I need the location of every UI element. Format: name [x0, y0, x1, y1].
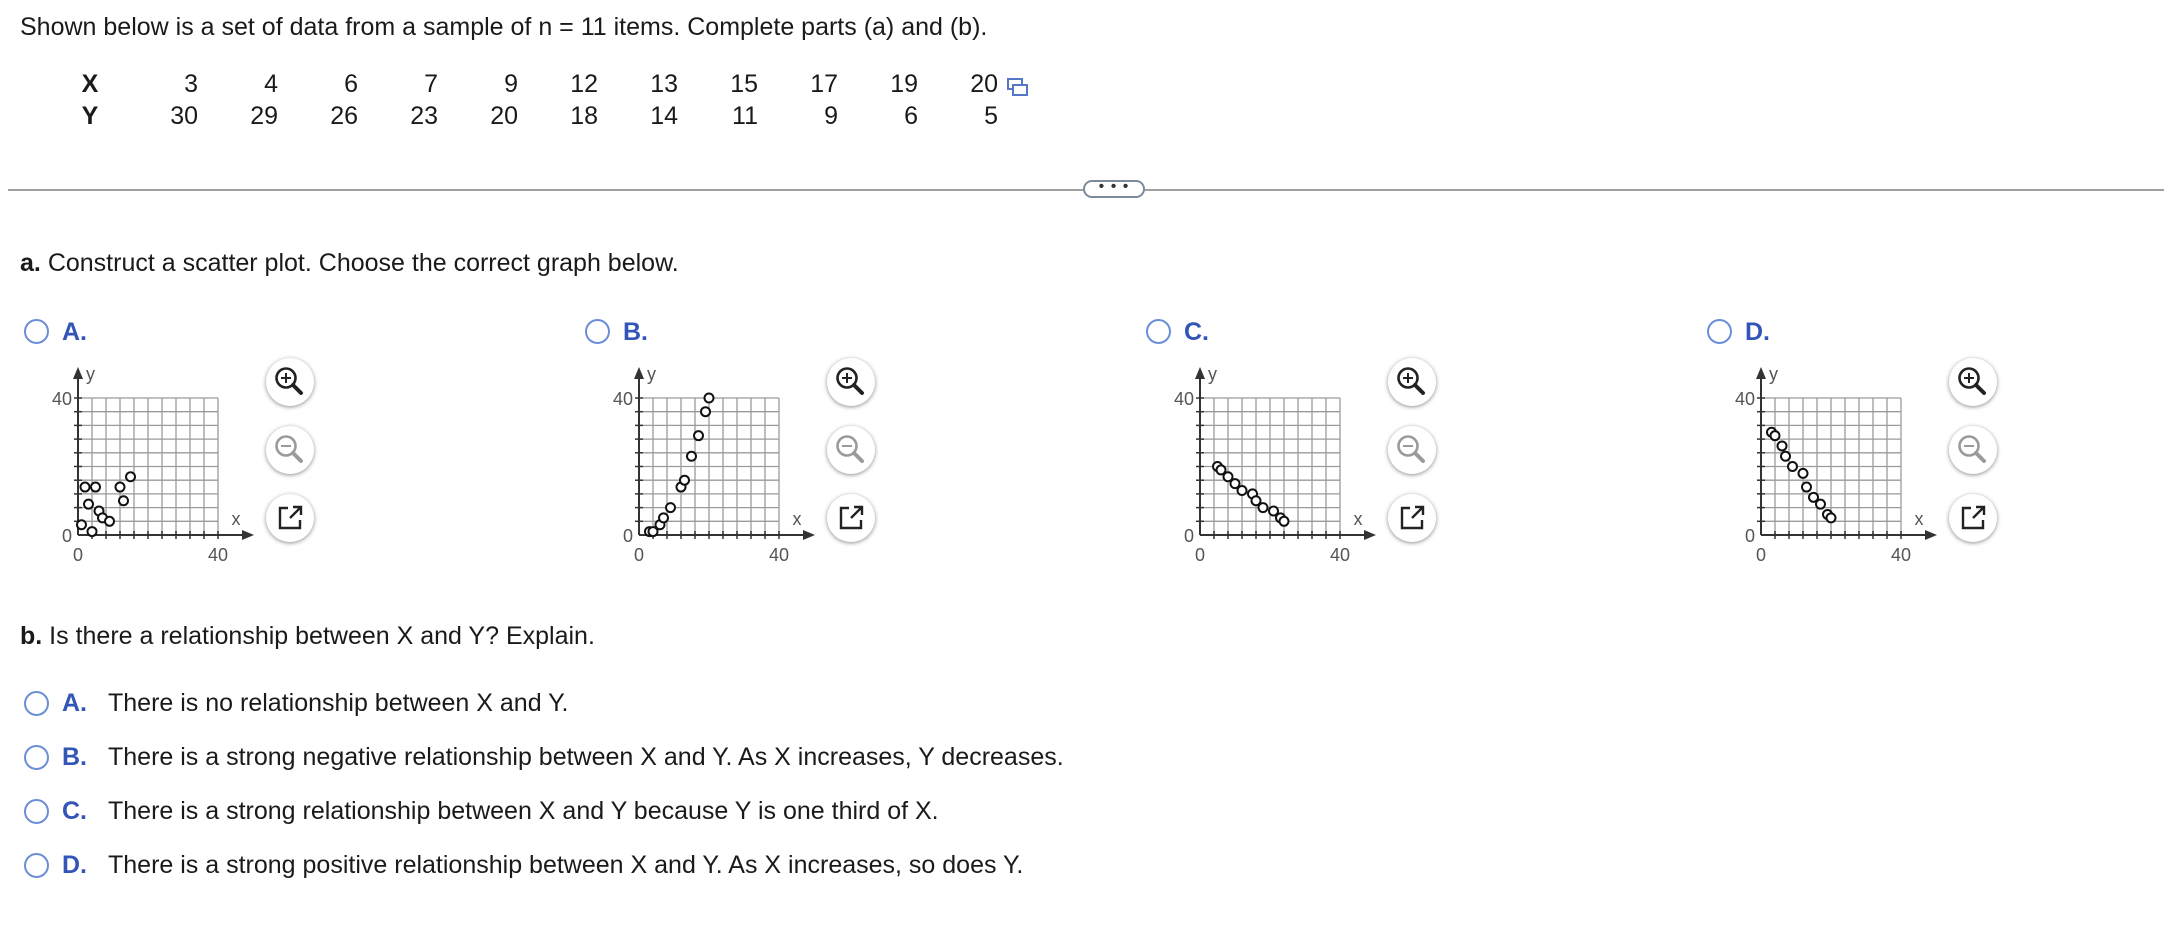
x-axis-arrow: [1925, 530, 1937, 540]
data-point: [84, 500, 93, 509]
zoom-in-button-d[interactable]: [1949, 358, 1997, 406]
answer-option-a-radio[interactable]: [24, 691, 49, 716]
zoom-out-button-c[interactable]: [1388, 426, 1436, 474]
graph-option-a-letter: A.: [62, 318, 87, 346]
x-axis-arrow: [803, 530, 815, 540]
y-tick-label: 40: [612, 389, 633, 409]
popout-arrow: [1412, 507, 1423, 518]
y-cell: 26: [330, 101, 358, 130]
y-axis-label: y: [1769, 364, 1778, 384]
y-axis-label: y: [86, 364, 95, 384]
x-tick-label: 0: [72, 545, 84, 565]
magnifier-handle: [854, 453, 862, 461]
x-cell: 19: [890, 69, 918, 98]
answer-option-c-text[interactable]: There is a strong relationship between X and Y because Y is one third of X.: [108, 797, 939, 825]
answer-option-d-text[interactable]: There is a strong positive relationship between X and Y. As X increases, so does Y.: [108, 851, 1024, 879]
part-b-text: Is there a relationship between X and Y? Explain.: [49, 622, 595, 650]
x-tick-label: 0: [1194, 545, 1206, 565]
data-point: [119, 496, 128, 505]
zoom-out-button-b[interactable]: [827, 426, 875, 474]
x-tick-label: 40: [768, 545, 790, 565]
answer-option-d-letter: D.: [62, 851, 87, 879]
data-point: [705, 394, 714, 403]
part-b-prompt: [20, 622, 595, 651]
graph-option-d-letter: D.: [1745, 318, 1770, 346]
x-tick-label: 0: [1755, 545, 1767, 565]
data-point: [126, 472, 135, 481]
scatter-plot-c: [1158, 360, 1378, 570]
data-point: [680, 476, 689, 485]
answer-option-b-letter: B.: [62, 743, 87, 771]
y-cell: 9: [824, 101, 838, 130]
y-axis-label: y: [1208, 364, 1217, 384]
data-point: [1280, 517, 1289, 526]
zoom-in-button-c[interactable]: [1388, 358, 1436, 406]
table-row-y: [64, 100, 998, 132]
y-tick-label: 0: [622, 526, 633, 546]
scatter-plot-d: [1719, 360, 1939, 570]
intro-text: Shown below is a set of data from a sample of n = 11 items. Complete parts (a) and (b).: [20, 13, 988, 41]
copy-data-icon[interactable]: [1006, 76, 1028, 98]
data-point: [1802, 483, 1811, 492]
y-cell: 23: [410, 101, 438, 130]
part-a-label: a.: [20, 249, 41, 277]
data-point: [1799, 469, 1808, 478]
answer-option-b-radio[interactable]: [24, 745, 49, 770]
y-header: Y: [81, 101, 99, 130]
magnifier-handle: [293, 385, 301, 393]
y-cell: 14: [650, 101, 678, 130]
answer-option-d-radio[interactable]: [24, 853, 49, 878]
x-axis-arrow: [1364, 530, 1376, 540]
scatter-plot-b: [597, 360, 817, 570]
y-tick-label: 40: [1173, 389, 1194, 409]
graph-option-b-letter: B.: [623, 318, 648, 346]
x-cell: 7: [424, 69, 438, 98]
data-point: [116, 483, 125, 492]
x-tick-label: 40: [207, 545, 229, 565]
graph-option-d-radio[interactable]: [1707, 319, 1732, 344]
x-axis-arrow: [242, 530, 254, 540]
answer-option-a-text[interactable]: There is no relationship between X and Y.: [108, 689, 569, 717]
answer-option-c-radio[interactable]: [24, 799, 49, 824]
y-cell: 5: [984, 101, 998, 130]
magnifier-handle: [1976, 385, 1984, 393]
magnifier-handle: [1415, 385, 1423, 393]
x-axis-label: x: [231, 509, 241, 529]
data-point: [1788, 462, 1797, 471]
data-point: [694, 431, 703, 440]
popout-button-d[interactable]: [1949, 494, 1997, 542]
data-point: [88, 527, 97, 536]
graph-option-c-letter: C.: [1184, 318, 1209, 346]
x-tick-label: 40: [1329, 545, 1351, 565]
x-cell: 6: [344, 69, 358, 98]
zoom-in-button-a[interactable]: [266, 358, 314, 406]
graph-option-a-radio[interactable]: [24, 319, 49, 344]
scatter-plot-a: [36, 360, 256, 570]
graph-option-b-radio[interactable]: [585, 319, 610, 344]
x-axis-label: x: [792, 509, 802, 529]
more-button[interactable]: • • •: [1083, 180, 1145, 198]
x-cell: 4: [264, 69, 278, 98]
x-cell: 15: [730, 69, 758, 98]
data-point: [1778, 441, 1787, 450]
y-cell: 29: [250, 101, 278, 130]
x-tick-label: 0: [633, 545, 645, 565]
popout-arrow: [1973, 507, 1984, 518]
y-axis-arrow: [1756, 367, 1766, 379]
x-cell: 12: [570, 69, 598, 98]
x-cell: 9: [504, 69, 518, 98]
x-tick-label: 40: [1890, 545, 1912, 565]
data-point: [1827, 513, 1836, 522]
part-a-text: Construct a scatter plot. Choose the correct graph below.: [47, 249, 679, 277]
data-point: [687, 452, 696, 461]
data-point: [1781, 452, 1790, 461]
part-a-prompt: [20, 249, 679, 278]
magnifier-handle: [854, 385, 862, 393]
zoom-in-button-b[interactable]: [827, 358, 875, 406]
data-point: [1771, 431, 1780, 440]
magnifier-handle: [293, 453, 301, 461]
data-point: [77, 520, 86, 529]
x-cell: 20: [970, 69, 998, 98]
data-point: [91, 483, 100, 492]
y-tick-label: 40: [1734, 389, 1755, 409]
data-point: [659, 513, 668, 522]
zoom-out-button-d[interactable]: [1949, 426, 1997, 474]
answer-option-a-letter: A.: [62, 689, 87, 717]
y-axis-arrow: [1195, 367, 1205, 379]
popout-button-c[interactable]: [1388, 494, 1436, 542]
x-cell: 3: [184, 69, 198, 98]
x-header: X: [81, 69, 99, 98]
table-row-x: [64, 68, 998, 100]
data-point: [701, 407, 710, 416]
part-b-label: b.: [20, 622, 43, 650]
magnifier-handle: [1976, 453, 1984, 461]
y-cell: 11: [732, 101, 758, 130]
y-cell: 30: [170, 101, 198, 130]
data-point: [105, 517, 114, 526]
y-axis-arrow: [634, 367, 644, 379]
y-tick-label: 0: [1744, 526, 1755, 546]
popout-button-b[interactable]: [827, 494, 875, 542]
data-point: [81, 483, 90, 492]
answer-option-c-letter: C.: [62, 797, 87, 825]
y-cell: 20: [490, 101, 518, 130]
y-tick-label: 0: [1183, 526, 1194, 546]
popout-button-a[interactable]: [266, 494, 314, 542]
x-axis-label: x: [1353, 509, 1363, 529]
data-point: [1816, 500, 1825, 509]
answer-option-b-text[interactable]: There is a strong negative relationship between X and Y. As X increases, Y decreases.: [108, 743, 1064, 771]
zoom-out-button-a[interactable]: [266, 426, 314, 474]
x-axis-label: x: [1914, 509, 1924, 529]
x-cell: 17: [810, 69, 838, 98]
y-tick-label: 0: [61, 526, 72, 546]
magnifier-handle: [1415, 453, 1423, 461]
data-point: [1238, 486, 1247, 495]
y-axis-arrow: [73, 367, 83, 379]
x-cell: 13: [650, 69, 678, 98]
y-axis-label: y: [647, 364, 656, 384]
data-point: [1259, 503, 1268, 512]
y-cell: 18: [570, 101, 598, 130]
popout-arrow: [290, 507, 301, 518]
y-cell: 6: [904, 101, 918, 130]
graph-option-c-radio[interactable]: [1146, 319, 1171, 344]
popout-arrow: [851, 507, 862, 518]
y-tick-label: 40: [51, 389, 72, 409]
data-point: [666, 503, 675, 512]
data-table: [64, 68, 998, 132]
